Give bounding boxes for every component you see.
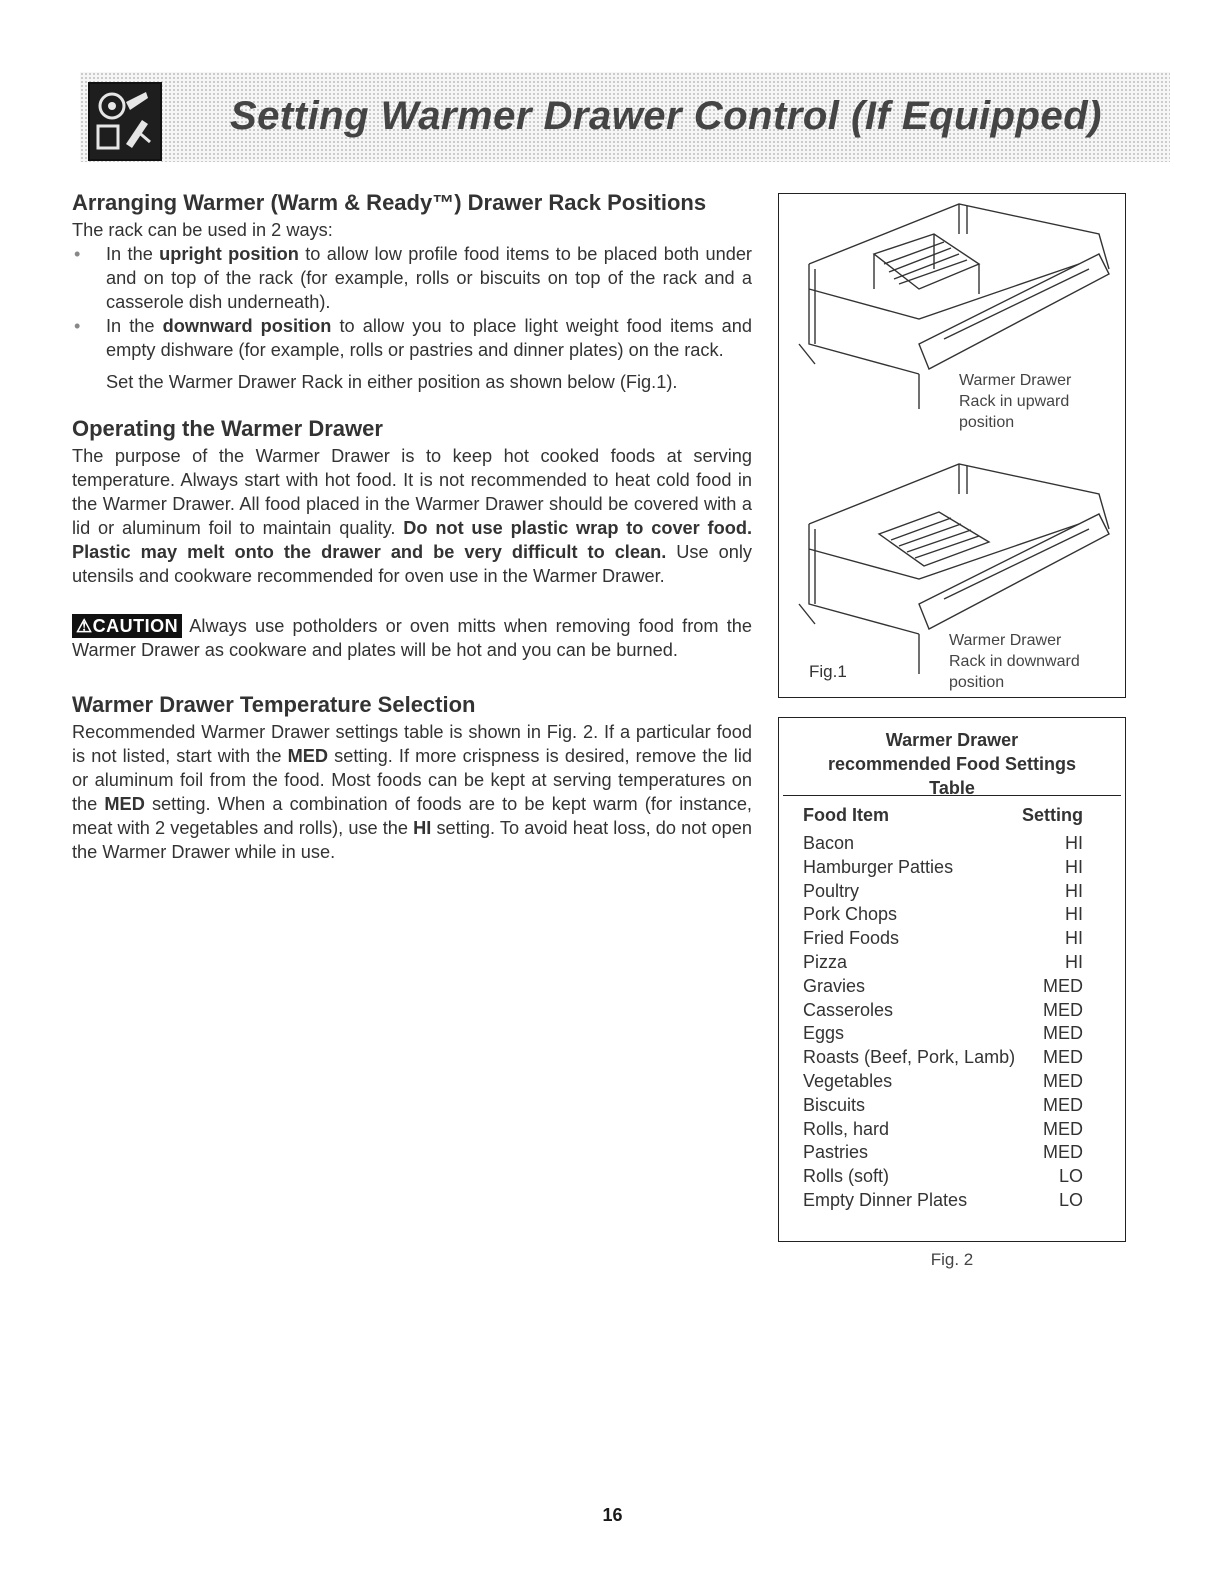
food-item-cell: Pork Chops — [803, 904, 898, 925]
food-item-cell: Biscuits — [803, 1094, 866, 1115]
food-item-cell: Pizza — [803, 951, 848, 972]
setting-cell: HI — [1065, 928, 1083, 949]
food-item-cell: Bacon — [803, 833, 855, 853]
bullet1-post: to allow low profile food items to be placed both under and on top of the rack (for example, rolls or biscuits on top of the rack and a casserole dish underneath). — [106, 244, 752, 312]
table-title-line3: Table — [929, 778, 975, 798]
table-row — [779, 1094, 1125, 1118]
setting-cell: MED — [1043, 1070, 1083, 1091]
rack-set-instruction: Set the Warmer Drawer Rack in either position as shown below (Fig.1). — [106, 372, 678, 392]
bullet1-pre: In the — [106, 244, 160, 264]
setting-cell: MED — [1043, 975, 1083, 996]
food-item-cell: Hamburger Patties — [803, 856, 954, 877]
downward-caption-line1: Warmer Drawer — [949, 632, 1062, 649]
food-item-cell: Roasts (Beef, Pork, Lamb) — [803, 1047, 1016, 1068]
upward-caption-line2: Rack in upward — [959, 393, 1070, 410]
drawer-illustrations — [779, 194, 1125, 697]
figure-1-rack-positions — [778, 193, 1126, 698]
caution-paragraph — [72, 614, 752, 662]
temp-med-1: MED — [287, 746, 329, 766]
upward-caption-line1: Warmer Drawer — [959, 372, 1072, 389]
page-title-qualifier: (If Equipped) — [851, 94, 1102, 138]
caution-text: Always use potholders or oven mitts when removing food from the Warmer Drawer as cookware and plates will be hot and you can be burned. — [72, 616, 752, 660]
bullet2-bold: downward position — [162, 316, 332, 336]
bullet2-post: to allow you to place light weight food items and empty dishware (for example, rolls or pastries and dinner plates) on the rack. — [106, 316, 752, 360]
food-item-cell: Empty Dinner Plates — [803, 1189, 968, 1210]
setting-cell: HI — [1065, 880, 1083, 901]
setting-cell: MED — [1043, 1142, 1083, 1163]
food-item-cell: Fried Foods — [803, 928, 900, 949]
page-number: 16 — [602, 1505, 623, 1525]
setting-cell: LO — [1058, 1189, 1083, 1210]
figure-2-label: Fig. 2 — [930, 1250, 974, 1269]
food-item-cell: Rolls, hard — [803, 1118, 890, 1139]
setting-cell: HI — [1065, 904, 1083, 925]
setting-cell: MED — [1043, 1094, 1083, 1115]
temp-text-1: Recommended Warmer Drawer settings table is shown in Fig. 2. If a particular food is not listed, start with the — [72, 722, 752, 766]
figure-1-label: Fig.1 — [809, 662, 847, 681]
table-row — [779, 1165, 1125, 1189]
downward-caption-line3: position — [949, 674, 1005, 691]
food-item-cell: Casseroles — [803, 999, 894, 1020]
list-item-downward — [72, 314, 752, 362]
food-item-cell: Gravies — [803, 975, 866, 996]
temp-text-4: setting. To avoid heat loss, do not open the Warmer Drawer while in use. — [72, 818, 752, 862]
table-body — [779, 832, 1125, 1213]
page-title-main: Setting Warmer Drawer Control — [230, 94, 840, 138]
temp-med-2: MED — [104, 794, 145, 814]
setting-cell: LO — [1058, 1166, 1083, 1187]
rack-position-list — [72, 242, 752, 362]
upward-caption — [959, 370, 1071, 433]
table-row — [779, 951, 1125, 975]
column-header-setting: Setting — [1022, 805, 1083, 825]
setting-cell: MED — [1043, 999, 1083, 1020]
column-header-food-item: Food Item — [803, 805, 889, 825]
food-item-cell: Vegetables — [803, 1070, 893, 1091]
caution-badge: ⚠CAUTION — [72, 614, 182, 638]
rack-positions-heading: Arranging Warmer (Warm & Ready™) Drawer Rack Positions — [72, 190, 707, 215]
downward-caption — [949, 630, 1080, 693]
temperature-paragraph — [72, 720, 752, 864]
setting-cell: HI — [1065, 951, 1083, 972]
table-title — [779, 718, 1125, 798]
rack-intro: The rack can be used in 2 ways: — [72, 220, 333, 240]
table-row — [779, 999, 1125, 1023]
table-row — [779, 856, 1125, 880]
table-row — [779, 1189, 1125, 1213]
table-row — [779, 1141, 1125, 1165]
food-item-cell: Pastries — [803, 1142, 869, 1163]
table-row — [779, 1070, 1125, 1094]
food-item-cell: Poultry — [803, 880, 860, 901]
temp-text-3: setting. When a combination of foods are to be kept warm (for instance, meat with 2 vegetables and rolls), use the — [72, 794, 752, 838]
table-row — [779, 880, 1125, 904]
setting-cell: MED — [1043, 1118, 1083, 1139]
table-row — [779, 1118, 1125, 1142]
temperature-heading: Warmer Drawer Temperature Selection — [72, 692, 476, 717]
table-row — [779, 832, 1125, 856]
operating-text: The purpose of the Warmer Drawer is to keep hot cooked foods at serving temperature. Always start with hot food. It is not recommended to heat cold food in the Warmer Drawer. All food placed in the Warmer Drawer should be covered with a lid or aluminum foil to maintain quality. — [72, 446, 752, 538]
food-item-cell: Rolls (soft) — [803, 1166, 890, 1187]
downward-caption-line2: Rack in downward — [949, 653, 1080, 670]
plastic-warning: Do not use plastic wrap to cover food. Plastic may melt onto the drawer and be very difficult to clean. — [72, 518, 752, 562]
temp-hi: HI — [413, 818, 432, 838]
setting-cell: HI — [1065, 856, 1083, 877]
bullet2-pre: In the — [106, 316, 163, 336]
upward-caption-line3: position — [959, 414, 1015, 431]
page-header — [80, 72, 1170, 162]
cooking-tools-icon — [88, 82, 162, 161]
table-title-line1: Warmer Drawer — [885, 730, 1019, 750]
setting-cell: MED — [1043, 1023, 1083, 1044]
table-row — [779, 1022, 1125, 1046]
setting-cell: HI — [1065, 833, 1083, 853]
operating-text-end: Use only utensils and cookware recommended for oven use in the Warmer Drawer. — [72, 542, 752, 586]
main-column — [72, 190, 752, 864]
operating-paragraph — [72, 444, 752, 588]
table-title-line2: recommended Food Settings — [827, 754, 1077, 774]
setting-cell: MED — [1043, 1047, 1083, 1068]
table-row — [779, 927, 1125, 951]
table-row — [779, 903, 1125, 927]
table-row — [779, 1046, 1125, 1070]
table-row — [779, 975, 1125, 999]
food-item-cell: Eggs — [803, 1023, 845, 1044]
table-header — [779, 804, 1125, 826]
page-title — [230, 94, 1102, 139]
bullet1-bold: upright position — [159, 244, 299, 264]
list-item-upright — [72, 242, 752, 314]
operating-heading: Operating the Warmer Drawer — [72, 416, 383, 441]
temp-text-2: setting. If more crispness is desired, remove the lid or aluminum foil from the food. Most foods can be kept at serving temperatures on the — [72, 746, 752, 814]
food-settings-table — [778, 717, 1126, 1242]
